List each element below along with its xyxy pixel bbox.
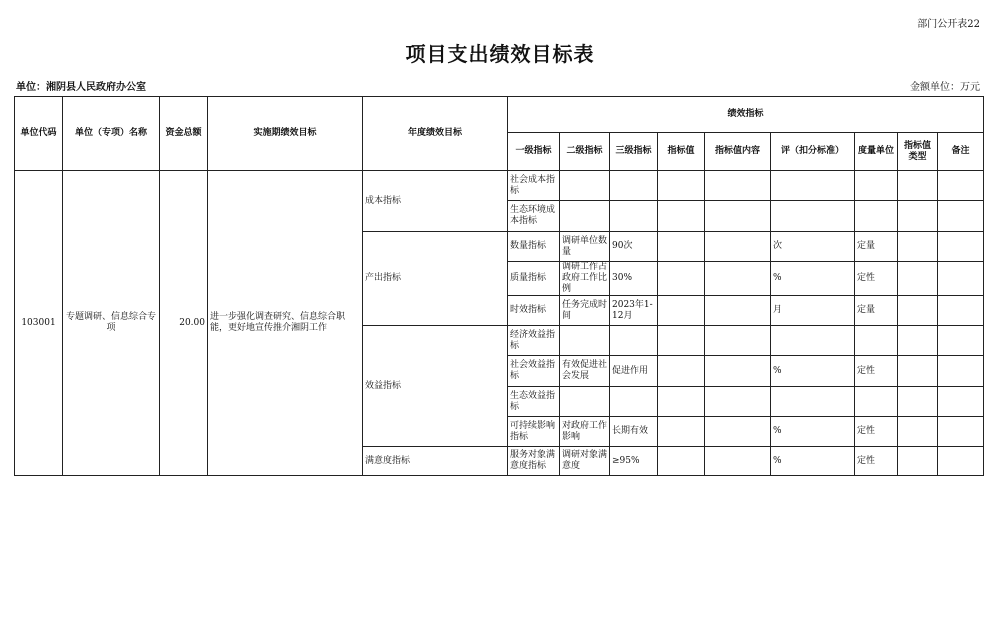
level2-cell: 时效指标 bbox=[508, 296, 560, 326]
header-level2: 二级指标 bbox=[560, 133, 610, 171]
measure-cell: 定性 bbox=[855, 447, 898, 476]
value-cell bbox=[610, 326, 658, 356]
level3-cell: 调研对象满意度 bbox=[560, 447, 610, 476]
level2-cell: 经济效益指标 bbox=[508, 326, 560, 356]
amount-unit-label: 金额单位：万元 bbox=[910, 82, 980, 93]
table-row bbox=[15, 171, 984, 201]
header-remarks: 备注 bbox=[938, 133, 984, 171]
level2-cell: 生态环境成本指标 bbox=[508, 201, 560, 232]
scoring-cell: % bbox=[771, 447, 855, 476]
content-cell bbox=[705, 326, 771, 356]
group-output: 产出指标 bbox=[363, 232, 508, 326]
blank-cell bbox=[658, 232, 705, 262]
unit-code-cell: 103001 bbox=[15, 171, 63, 476]
type-cell bbox=[898, 417, 938, 447]
level2-cell: 数量指标 bbox=[508, 232, 560, 262]
value-cell bbox=[610, 387, 658, 417]
header-total-funds: 资金总额 bbox=[160, 97, 208, 171]
type-cell bbox=[898, 201, 938, 232]
level2-cell: 可持续影响指标 bbox=[508, 417, 560, 447]
group-satisfaction: 满意度指标 bbox=[363, 447, 508, 476]
scoring-cell bbox=[771, 326, 855, 356]
measure-cell: 定量 bbox=[855, 232, 898, 262]
blank-cell bbox=[658, 326, 705, 356]
scoring-cell: 月 bbox=[771, 296, 855, 326]
type-cell bbox=[898, 387, 938, 417]
level2-cell: 社会成本指标 bbox=[508, 171, 560, 201]
measure-cell: 定性 bbox=[855, 356, 898, 387]
remark-cell bbox=[938, 356, 984, 387]
measure-cell bbox=[855, 387, 898, 417]
measure-cell: 定性 bbox=[855, 262, 898, 296]
blank-cell bbox=[658, 262, 705, 296]
header-indicator-type: 指标值类型 bbox=[898, 133, 938, 171]
period-goal-cell: 进一步强化调查研究、信息综合职能，更好地宣传推介湘阴工作 bbox=[208, 171, 363, 476]
header-indicator-content: 指标值内容 bbox=[705, 133, 771, 171]
level3-cell bbox=[560, 326, 610, 356]
measure-cell bbox=[855, 171, 898, 201]
remark-cell bbox=[938, 171, 984, 201]
level3-cell bbox=[560, 387, 610, 417]
remark-cell bbox=[938, 232, 984, 262]
type-cell bbox=[898, 296, 938, 326]
blank-cell bbox=[658, 417, 705, 447]
header-unit-code: 单位代码 bbox=[15, 97, 63, 171]
header-measure-unit: 度量单位 bbox=[855, 133, 898, 171]
measure-cell bbox=[855, 201, 898, 232]
blank-cell bbox=[658, 296, 705, 326]
header-unit-name: 单位（专项）名称 bbox=[63, 97, 160, 171]
page-title: 项目支出绩效目标表 bbox=[405, 42, 595, 66]
remark-cell bbox=[938, 326, 984, 356]
content-cell bbox=[705, 417, 771, 447]
performance-table bbox=[14, 96, 984, 476]
content-cell bbox=[705, 447, 771, 476]
value-cell: 长期有效 bbox=[610, 417, 658, 447]
group-cost: 成本指标 bbox=[363, 171, 508, 232]
scoring-cell bbox=[771, 171, 855, 201]
measure-cell bbox=[855, 326, 898, 356]
type-cell bbox=[898, 326, 938, 356]
blank-cell bbox=[658, 356, 705, 387]
value-cell: 2023年1-12月 bbox=[610, 296, 658, 326]
level2-cell: 社会效益指标 bbox=[508, 356, 560, 387]
header-period-goal: 实施期绩效目标 bbox=[208, 97, 363, 171]
unit-name-cell: 专题调研、信息综合专项 bbox=[63, 171, 160, 476]
level3-cell: 对政府工作影响 bbox=[560, 417, 610, 447]
type-cell bbox=[898, 262, 938, 296]
level2-cell: 服务对象满意度指标 bbox=[508, 447, 560, 476]
form-tag: 部门公开表22 bbox=[917, 19, 980, 30]
type-cell bbox=[898, 356, 938, 387]
value-cell bbox=[610, 201, 658, 232]
scoring-cell: 次 bbox=[771, 232, 855, 262]
blank-cell bbox=[658, 447, 705, 476]
content-cell bbox=[705, 232, 771, 262]
blank-cell bbox=[658, 171, 705, 201]
header-indicator-value: 指标值 bbox=[658, 133, 705, 171]
level2-cell: 生态效益指标 bbox=[508, 387, 560, 417]
remark-cell bbox=[938, 447, 984, 476]
header-level1: 一级指标 bbox=[508, 133, 560, 171]
level3-cell bbox=[560, 171, 610, 201]
blank-cell bbox=[658, 201, 705, 232]
value-cell: ≥95% bbox=[610, 447, 658, 476]
total-funds-cell: 20.00 bbox=[160, 171, 208, 476]
measure-cell: 定性 bbox=[855, 417, 898, 447]
header-scoring: 评（扣分标准） bbox=[771, 133, 855, 171]
remark-cell bbox=[938, 296, 984, 326]
value-cell: 促进作用 bbox=[610, 356, 658, 387]
level3-cell: 调研单位数量 bbox=[560, 232, 610, 262]
level3-cell bbox=[560, 201, 610, 232]
content-cell bbox=[705, 262, 771, 296]
value-cell: 90次 bbox=[610, 232, 658, 262]
group-benefit: 效益指标 bbox=[363, 326, 508, 447]
level2-cell: 质量指标 bbox=[508, 262, 560, 296]
level3-cell: 任务完成时间 bbox=[560, 296, 610, 326]
remark-cell bbox=[938, 201, 984, 232]
header-level3: 三级指标 bbox=[610, 133, 658, 171]
content-cell bbox=[705, 356, 771, 387]
content-cell bbox=[705, 296, 771, 326]
header-annual-goal: 年度绩效目标 bbox=[363, 97, 508, 171]
measure-cell: 定量 bbox=[855, 296, 898, 326]
content-cell bbox=[705, 201, 771, 232]
scoring-cell: % bbox=[771, 262, 855, 296]
unit-label: 单位：湘阴县人民政府办公室 bbox=[16, 82, 146, 93]
level3-cell: 有效促进社会发展 bbox=[560, 356, 610, 387]
type-cell bbox=[898, 447, 938, 476]
value-cell: 30% bbox=[610, 262, 658, 296]
blank-cell bbox=[658, 387, 705, 417]
content-cell bbox=[705, 387, 771, 417]
level3-cell: 调研工作占政府工作比例 bbox=[560, 262, 610, 296]
type-cell bbox=[898, 171, 938, 201]
value-cell bbox=[610, 171, 658, 201]
scoring-cell bbox=[771, 387, 855, 417]
remark-cell bbox=[938, 417, 984, 447]
scoring-cell: % bbox=[771, 356, 855, 387]
remark-cell bbox=[938, 387, 984, 417]
scoring-cell bbox=[771, 201, 855, 232]
content-cell bbox=[705, 171, 771, 201]
header-perf-indicators: 绩效指标 bbox=[508, 97, 984, 133]
type-cell bbox=[898, 232, 938, 262]
remark-cell bbox=[938, 262, 984, 296]
scoring-cell: % bbox=[771, 417, 855, 447]
